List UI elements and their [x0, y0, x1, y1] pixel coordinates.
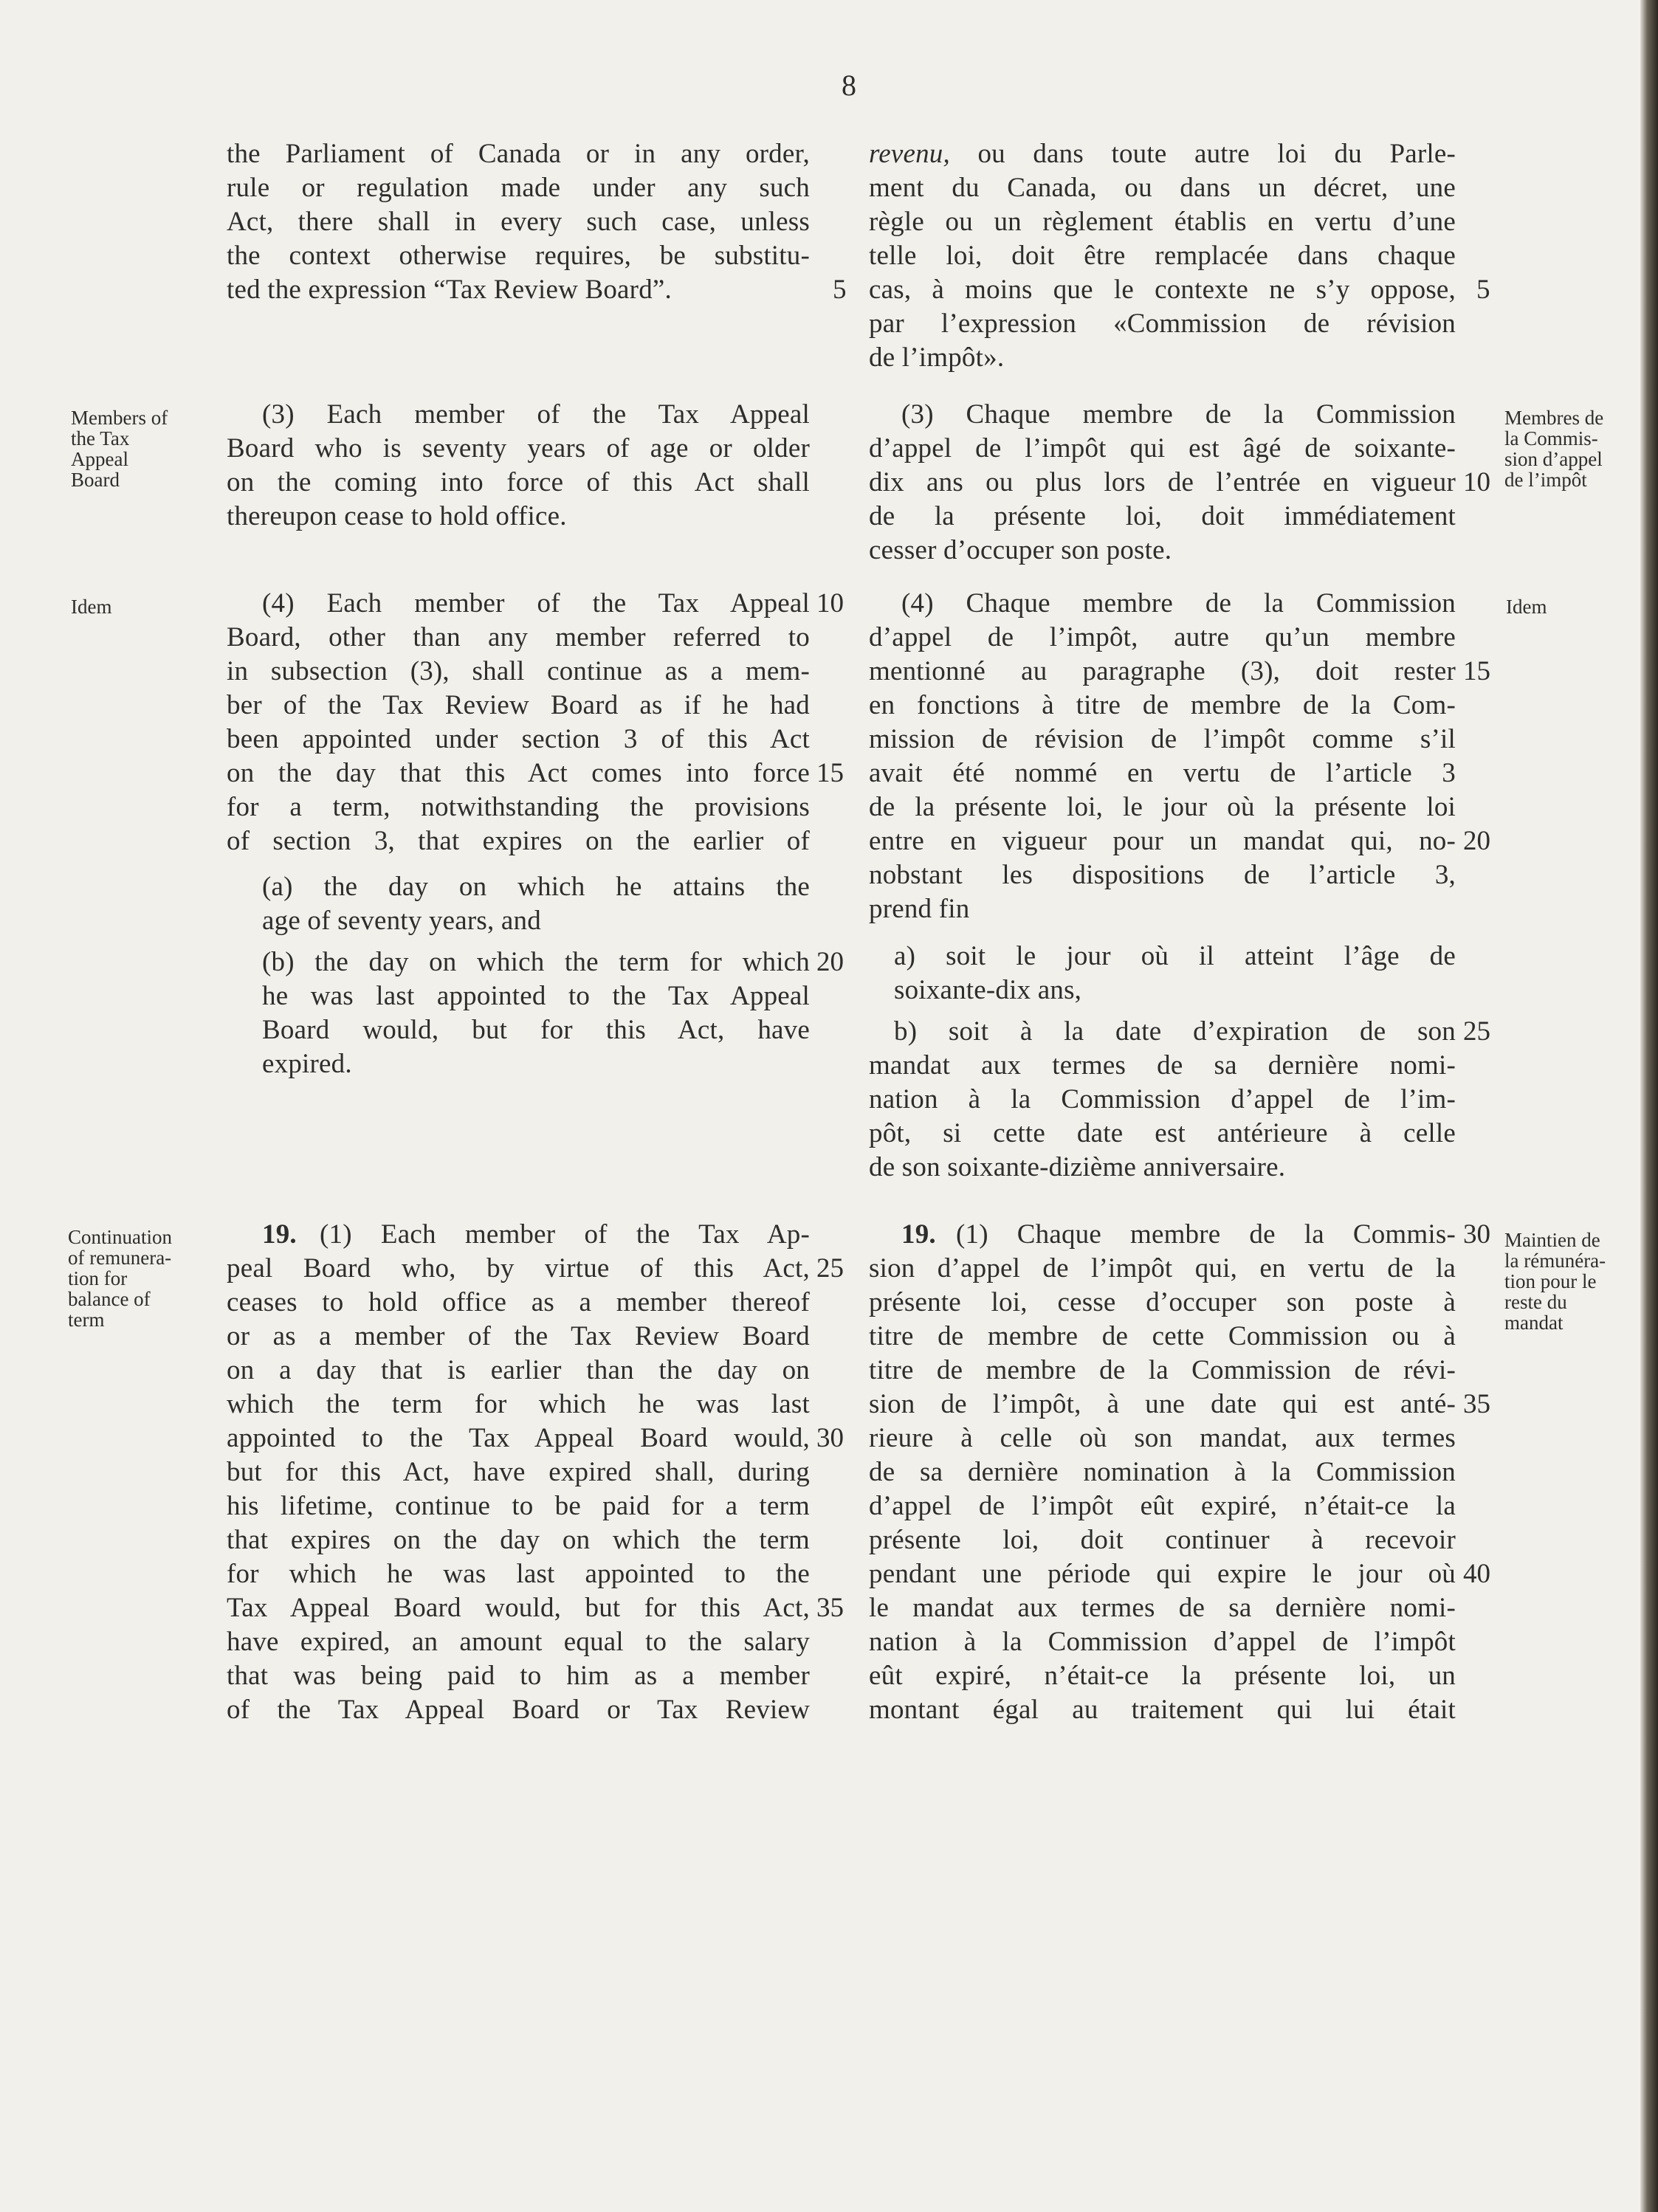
section-number: 19.: [901, 1219, 936, 1250]
margin-note-line: la Commis-: [1504, 427, 1598, 449]
text-line: le mandat aux termes de sa dernière nomi-: [869, 1593, 1456, 1623]
text-line: for a term, notwithstanding the provisions: [227, 792, 810, 822]
text-line: rieure à celle où son mandat, aux termes: [869, 1423, 1456, 1453]
text-line: ment du Canada, ou dans un décret, une: [869, 173, 1456, 203]
text-line: de sa dernière nomination à la Commission: [869, 1457, 1456, 1487]
text-line: the Parliament of Canada or in any order,: [227, 139, 810, 169]
text-line: for which he was last appointed to the: [227, 1559, 810, 1589]
line-number: 20: [1463, 826, 1490, 856]
margin-note-line: sion d’appel: [1504, 448, 1603, 470]
text-line: titre de membre de cette Commission ou à: [869, 1321, 1456, 1351]
margin-note-line: Board: [71, 469, 120, 491]
text-line: de la présente loi, le jour où la présente loi: [869, 792, 1456, 822]
margin-note-continuation: [68, 1227, 172, 1330]
text-line: (1) Chaque membre de la Commis-: [956, 1219, 1456, 1250]
margin-note-line: the Tax: [71, 427, 130, 449]
text-line: appointed to the Tax Appeal Board would,: [227, 1423, 810, 1453]
text-line: de son soixante-dizième anniversaire.: [869, 1152, 1286, 1182]
text-line: d’appel de l’impôt, autre qu’un membre: [869, 622, 1456, 652]
text-line: b) soit à la date d’expiration de son: [894, 1016, 1456, 1047]
margin-note-line: de l’impôt: [1504, 469, 1587, 491]
text-line: a) soit le jour où il atteint l’âge de: [894, 941, 1456, 971]
margin-note-members: [71, 407, 168, 490]
margin-note-line: tion for: [68, 1267, 128, 1289]
line-number: 25: [816, 1253, 844, 1284]
text-line: thereupon cease to hold office.: [227, 501, 567, 531]
margin-note-line: of remunera-: [68, 1247, 172, 1269]
text-line: montant égal au traitement qui lui était: [869, 1695, 1456, 1725]
text-line: soixante-dix ans,: [894, 975, 1082, 1005]
margin-note-maintien: [1504, 1230, 1606, 1333]
text-line: Act, there shall in every such case, unless: [227, 207, 810, 237]
line-number: 15: [816, 758, 844, 788]
text-line: Board who is seventy years of age or older: [227, 433, 810, 464]
text-line: his lifetime, continue to be paid for a term: [227, 1491, 810, 1521]
margin-note-line: term: [68, 1309, 105, 1331]
text-line: (4) Each member of the Tax Appeal: [262, 588, 810, 619]
margin-note-line: Members of: [71, 407, 168, 429]
margin-note-line: Idem: [1506, 596, 1547, 618]
line-number: 35: [816, 1593, 844, 1623]
text-line: nation à la Commission d’appel de l’im-: [869, 1084, 1456, 1114]
text-line: de l’impôt».: [869, 342, 1005, 373]
section-number: 19.: [262, 1219, 297, 1250]
line-number: 35: [1463, 1389, 1490, 1419]
text-line: peal Board who, by virtue of this Act,: [227, 1253, 810, 1284]
margin-note-line: Continuation: [68, 1226, 172, 1248]
text-line: d’appel de l’impôt qui est âgé de soixante-: [869, 433, 1456, 464]
text-line: in subsection (3), shall continue as a mem-: [227, 656, 810, 686]
margin-note-line: mandat: [1504, 1312, 1564, 1334]
text-line: présente loi, cesse d’occuper son poste à: [869, 1287, 1456, 1317]
text-line: entre en vigueur pour un mandat qui, no-: [869, 826, 1456, 856]
margin-note-line: balance of: [68, 1288, 151, 1310]
line-number: 20: [816, 947, 844, 977]
line-number: 15: [1463, 656, 1490, 686]
line-number: 10: [1463, 467, 1490, 497]
italic-word: revenu,: [869, 139, 950, 169]
text-line: telle loi, doit être remplacée dans chaque: [869, 241, 1456, 271]
text-line: nobstant les dispositions de l’article 3,: [869, 860, 1456, 890]
text-line: (a) the day on which he attains the: [262, 872, 810, 902]
page-number: 8: [842, 69, 856, 102]
text-line: rule or regulation made under any such: [227, 173, 810, 203]
text-line: or as a member of the Tax Review Board: [227, 1321, 810, 1351]
text-line: nation à la Commission d’appel de l’impôt: [869, 1627, 1456, 1657]
margin-note-line: tion pour le: [1504, 1270, 1597, 1292]
text-line: règle ou un règlement établis en vertu d’une: [869, 207, 1456, 237]
margin-note-idem-fr: [1506, 596, 1547, 617]
text-line: the context otherwise requires, be substitu-: [227, 241, 810, 271]
text-line: ted the expression “Tax Review Board”.: [227, 275, 672, 305]
text-line: en fonctions à titre de membre de la Com-: [869, 690, 1456, 720]
line-number: 30: [816, 1423, 844, 1453]
text-line: mission de révision de l’impôt comme s’il: [869, 724, 1456, 754]
text-line: of the Tax Appeal Board or Tax Review: [227, 1695, 810, 1725]
text-line: that was being paid to him as a member: [227, 1661, 810, 1691]
text-line: eût expiré, n’était-ce la présente loi, un: [869, 1661, 1456, 1691]
text-line: age of seventy years, and: [262, 906, 541, 936]
margin-note-line: la rémunéra-: [1504, 1250, 1606, 1272]
text-line: (4) Chaque membre de la Commission: [901, 588, 1456, 619]
margin-note-membres: [1504, 407, 1603, 490]
text-line: (3) Chaque membre de la Commission: [901, 399, 1456, 430]
text-line: titre de membre de la Commission de révi-: [869, 1355, 1456, 1385]
text-line: which the term for which he was last: [227, 1389, 810, 1419]
line-number: 10: [816, 588, 844, 619]
text-line: (1) Each member of the Tax Ap-: [320, 1219, 810, 1250]
text-line: [869, 137, 1456, 171]
line-number: 30: [1463, 1219, 1490, 1250]
text-line: been appointed under section 3 of this Act: [227, 724, 810, 754]
line-number: 5: [1476, 275, 1490, 305]
margin-note-line: Membres de: [1504, 407, 1604, 429]
text-line: Board, other than any member referred to: [227, 622, 810, 652]
page-edge-shadow: [1640, 0, 1658, 2212]
text-line: (3) Each member of the Tax Appeal: [262, 399, 810, 430]
text-line: of section 3, that expires on the earlier of: [227, 826, 810, 856]
text-line: avait été nommé en vertu de l’article 3: [869, 758, 1456, 788]
text-line: prend fin: [869, 894, 970, 924]
text-line: ceases to hold office as a member thereof: [227, 1287, 810, 1317]
line-number: 5: [833, 275, 847, 305]
text-line: that expires on the day on which the term: [227, 1525, 810, 1555]
text-line: ber of the Tax Review Board as if he had: [227, 690, 810, 720]
text-line: on the coming into force of this Act shall: [227, 467, 810, 497]
text-line: he was last appointed to the Tax Appeal: [262, 981, 810, 1011]
text-line: présente loi, doit continuer à recevoir: [869, 1525, 1456, 1555]
margin-note-line: Maintien de: [1504, 1229, 1600, 1251]
margin-note-line: Idem: [71, 596, 112, 618]
line-number: 25: [1463, 1016, 1490, 1047]
text-line: but for this Act, have expired shall, during: [227, 1457, 810, 1487]
text-line: sion d’appel de l’impôt qui, en vertu de la: [869, 1253, 1456, 1284]
text-line: de la présente loi, doit immédiatement: [869, 501, 1456, 531]
text-line: cas, à moins que le contexte ne s’y oppose,: [869, 275, 1456, 305]
text-line: pendant une période qui expire le jour où: [869, 1559, 1456, 1589]
line-number: 40: [1463, 1559, 1490, 1589]
margin-note-line: Appeal: [71, 448, 128, 470]
text-line: pôt, si cette date est antérieure à celle: [869, 1118, 1456, 1148]
text-line: Tax Appeal Board would, but for this Act,: [227, 1593, 810, 1623]
text-span: ou dans toute autre loi du Parle-: [977, 139, 1456, 169]
margin-note-line: reste du: [1504, 1291, 1567, 1313]
text-line: d’appel de l’impôt eût expiré, n’était-ce la: [869, 1491, 1456, 1521]
text-line: dix ans ou plus lors de l’entrée en vigueur: [869, 467, 1456, 497]
text-line: cesser d’occuper son poste.: [869, 535, 1172, 565]
text-line: have expired, an amount equal to the salary: [227, 1627, 810, 1657]
text-line: on the day that this Act comes into force: [227, 758, 810, 788]
text-line: sion de l’impôt, à une date qui est anté-: [869, 1389, 1456, 1419]
text-line: (b) the day on which the term for which: [262, 947, 810, 977]
text-line: on a day that is earlier than the day on: [227, 1355, 810, 1385]
margin-note-idem: [71, 596, 111, 617]
text-line: mentionné au paragraphe (3), doit rester: [869, 656, 1456, 686]
text-line: expired.: [262, 1049, 352, 1079]
text-line: mandat aux termes de sa dernière nomi-: [869, 1050, 1456, 1081]
text-line: Board would, but for this Act, have: [262, 1015, 810, 1045]
text-line: par l’expression «Commission de révision: [869, 309, 1456, 339]
